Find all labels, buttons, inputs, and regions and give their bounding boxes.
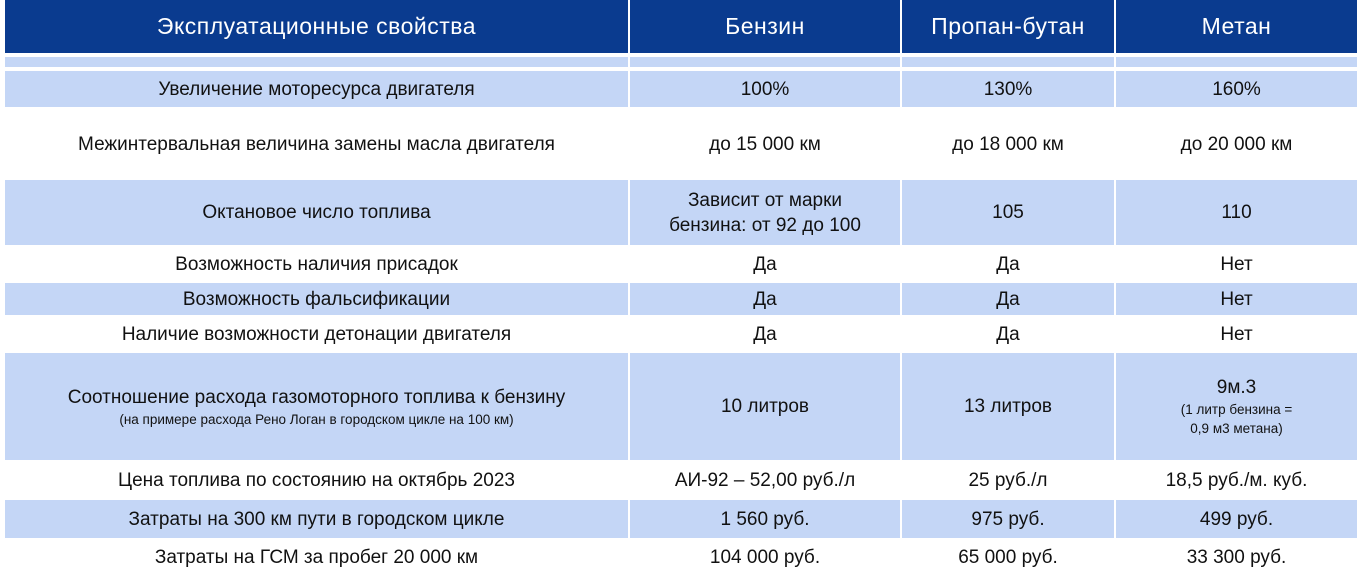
header-propane-butane: Пропан-бутан (902, 0, 1114, 53)
propane-value: 975 руб. (902, 500, 1114, 538)
propane-value: до 18 000 км (952, 133, 1064, 155)
table-row (5, 500, 1357, 538)
table-row (5, 353, 1357, 460)
gasoline-value: 100% (630, 71, 900, 107)
gasoline-value-line1: Зависит от марки (687, 189, 843, 211)
row-label: Октановое число топлива (5, 180, 628, 245)
row-label: Возможность фальсификации (5, 283, 628, 315)
gasoline-value: 104 000 руб. (709, 546, 821, 568)
gasoline-value: до 15 000 км (709, 133, 821, 155)
gasoline-value: Да (753, 253, 777, 275)
propane-value: Да (996, 323, 1020, 345)
header-gasoline: Бензин (630, 0, 900, 53)
table-header-row (5, 0, 1357, 53)
propane-value: 13 литров (902, 353, 1114, 460)
spacer-cell (630, 57, 900, 67)
row-label: Наличие возможности детонации двигателя (121, 323, 512, 345)
methane-value (1116, 353, 1357, 460)
propane-value: 65 000 руб. (958, 546, 1058, 568)
methane-value: 33 300 руб. (1186, 546, 1287, 568)
spacer-row (5, 57, 1357, 67)
methane-note-line2: 0,9 м3 метана) (1190, 421, 1283, 436)
table-row (5, 317, 1357, 351)
gasoline-value: Да (630, 283, 900, 315)
spacer-cell (902, 57, 1114, 67)
row-label: Затраты на ГСМ за пробег 20 000 км (154, 546, 479, 568)
table-row (5, 462, 1357, 498)
header-methane: Метан (1116, 0, 1357, 53)
gasoline-value: 1 560 руб. (630, 500, 900, 538)
table-row (5, 109, 1357, 179)
table-row (5, 71, 1357, 107)
methane-value: 160% (1116, 71, 1357, 107)
row-label-main: Соотношение расхода газомоторного топлива к бензину (67, 386, 566, 408)
methane-note-line1: (1 литр бензина = (1180, 402, 1293, 417)
table-row (5, 540, 1357, 574)
table-row (5, 247, 1357, 281)
spacer-cell (5, 57, 628, 67)
methane-value-main: 9м.3 (1216, 377, 1257, 398)
gasoline-value: Да (753, 323, 777, 345)
table-row (5, 283, 1357, 315)
spacer-cell (1116, 57, 1357, 67)
gasoline-value: АИ-92 – 52,00 руб./л (674, 469, 856, 491)
table-row (5, 180, 1357, 245)
methane-value: до 20 000 км (1180, 133, 1293, 155)
gasoline-value-line2: бензина: от 92 до 100 (669, 214, 861, 236)
row-label: Цена топлива по состоянию на октябрь 2023 (118, 469, 515, 491)
propane-value: Да (902, 283, 1114, 315)
row-label: Затраты на 300 км пути в городском цикле (5, 500, 628, 538)
methane-value: 18,5 руб./м. куб. (1165, 469, 1308, 491)
row-label-note: (на примере расхода Рено Логан в городском цикле на 100 км) (119, 411, 514, 427)
methane-value: Нет (1220, 253, 1253, 275)
row-label: Возможность наличия присадок (175, 253, 458, 275)
gasoline-value (630, 180, 900, 245)
propane-value: Да (996, 253, 1020, 275)
propane-value: 130% (902, 71, 1114, 107)
row-label: Увеличение моторесурса двигателя (5, 71, 628, 107)
row-label: Межинтервальная величина замены масла двигателя (78, 133, 555, 155)
gasoline-value: 10 литров (630, 353, 900, 460)
row-label (5, 353, 628, 460)
methane-value: 499 руб. (1116, 500, 1357, 538)
header-properties: Эксплуатационные свойства (5, 0, 628, 53)
methane-value: Нет (1116, 283, 1357, 315)
propane-value: 105 (902, 180, 1114, 245)
propane-value: 25 руб./л (968, 469, 1048, 491)
methane-value: Нет (1220, 323, 1253, 345)
methane-value: 110 (1116, 180, 1357, 245)
